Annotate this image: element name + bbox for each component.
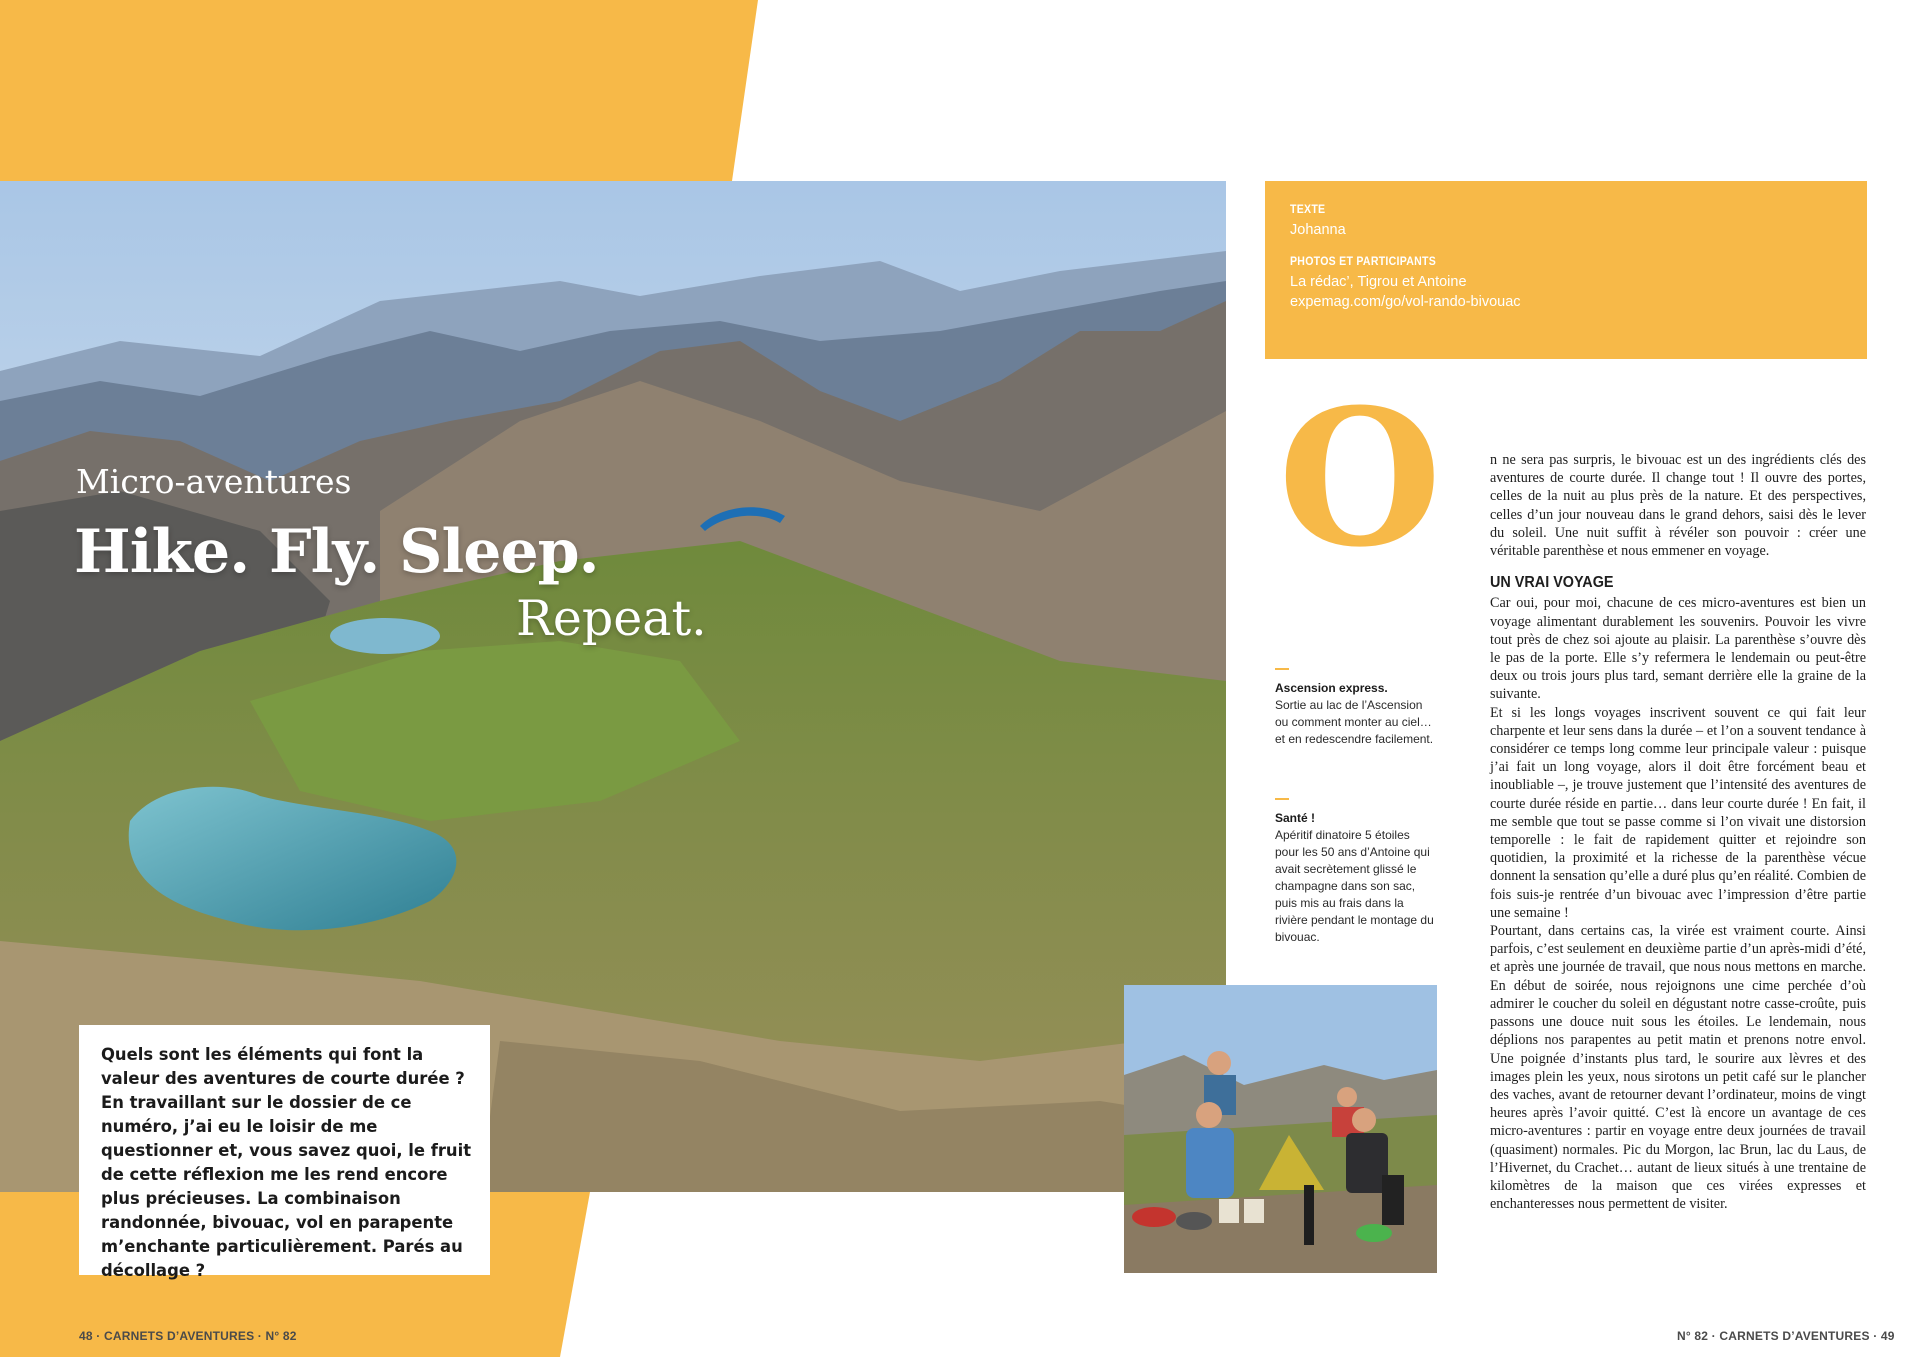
article-paragraph-1: n ne sera pas surpris, le bivouac est un des ingrédients clés des aventures de courte durée. Il change tout ! Il ouvre des portes, celles de la nuit au plus près de la nature. Et des perspectives, celles d’un jour nouveau dans le grand dehors, saisi dès le lever du soleil. Une nuit suffit à révéler son pouvoir : créer une véritable parenthèse et nous emmener en voyage. (1490, 452, 1866, 560)
drop-cap: O (1278, 368, 1442, 589)
caption-dash (1275, 668, 1289, 670)
article-paragraph-3: Et si les longs voyages inscrivent souvent ce qui fait leur charpente et leur sens dans la durée – et l’on a souvent tendance à considérer ce temps long comme leur principale valeur : puisque j’ai fait un long voyage, alors il doit être forcément beau et inoubliable –, je trouve justement que l’intensité des aventures de courte durée réside en partie… dans leur courte durée ! En fait, il me semble que tout se passe comme si l’on vivait une distorsion temporelle : le fait de rapidement quitter et rejoindre son quotidien, la proximité et la richesse de la parenthèse vécue donnent la sensation qu’elle a duré plus qu’en réalité. Combien de fois suis-je rentrée d’un bivouac avec l’impression d’être partie une semaine ! (1490, 704, 1866, 921)
caption-dash (1275, 798, 1289, 800)
credits-box (1265, 181, 1867, 359)
article-paragraph-4: Pourtant, dans certains cas, la virée est vraiment courte. Ainsi parfois, c’est seulement en deuxième partie d’un après-midi d’été, et après une journée de travail, que nous nous mettons en marche. En début de soirée, nous rejoignons une cime perchée d’où admirer le coucher du soleil en dégustant notre casse-croûte, puis passons une douce nuit sous les étoiles. Le lendemain, nous déplions nos parapentes au petit matin et prenons notre envol. Une poignée d’instants plus tard, le sourire aux lèvres et des images plein les yeux, nous sirotons un petit café sur le plancher des vaches, avant de retourner devant l’ordinateur, moins de vingt heures après l’avoir quitté. C’est là encore un avantage de ces micro-aventures : partir en voyage entre deux journées de travail (quasiment) normales. Pic du Morgon, lac Brun, lac du Laus, de l’Hivernet, du Crachet… autant de lieux situés à une trentaine de kilomètres de la maison que ces virées expresses et enchanteresses nous permettent de visiter. (1490, 923, 1866, 1213)
article-paragraph-2: Car oui, pour moi, chacune de ces micro-aventures est bien un voyage alimentant durablement les souvenirs. Pouvoir les vivre tout près de chez soi ajoute au plaisir. La parenthèse s’ouvre dès le pas de la porte. Elle s’y refermera le lendemain ou peut-être deux ou trois jours plus tard, semant derrière elle la graine de la suivante. (1490, 595, 1866, 703)
left-folio: 48 · CARNETS D’AVENTURES · N° 82 (79, 1329, 297, 1343)
credits-author: Johanna (1290, 222, 1346, 238)
right-folio: N° 82 · CARNETS D’AVENTURES · 49 (1677, 1329, 1895, 1343)
caption-sante (1275, 798, 1435, 946)
article-body (1490, 451, 1866, 1213)
intro-text: Quels sont les éléments qui font la valeur des aventures de courte durée ? En travaillant sur le dossier de ce numéro, j’ai eu le loisir de me questionner et, vous savez quoi, le fruit de cette réflexion me les rend encore plus précieuses. La combinaison randonnée, bivouac, vol en parapente m’enchante particulièrement. Parés au décollage ? (101, 1045, 472, 1280)
article-subheading: UN VRAI VOYAGE (1490, 574, 1614, 592)
credits-text-label: TEXTE (1290, 202, 1326, 216)
caption-text: Sortie au lac de l’Ascension ou comment monter au ciel… et en redescendre facilement. (1275, 698, 1434, 746)
credits-photo-label: PHOTOS ET PARTICIPANTS (1290, 254, 1437, 268)
headline: Hike. Fly. Sleep. (74, 517, 599, 587)
caption-title: Santé ! (1275, 811, 1316, 825)
caption-ascension (1275, 668, 1435, 748)
caption-text: Apéritif dinatoire 5 étoiles pour les 50 ans d’Antoine qui avait secrètement glissé le champagne dans son sac, puis mis au frais dans la rivière pendant le montage du bivouac. (1275, 828, 1434, 944)
kicker-label: Micro-aventures (74, 462, 353, 505)
caption-title: Ascension express. (1275, 681, 1388, 695)
credits-link[interactable]: expemag.com/go/vol-rando-bivouac (1290, 294, 1521, 310)
group-bivouac-photo (1124, 985, 1437, 1273)
intro-box (79, 1025, 490, 1280)
credits-photographers: La rédac’, Tigrou et Antoine (1290, 274, 1467, 290)
headline-sub: Repeat. (516, 590, 707, 647)
feature-title (74, 462, 707, 647)
